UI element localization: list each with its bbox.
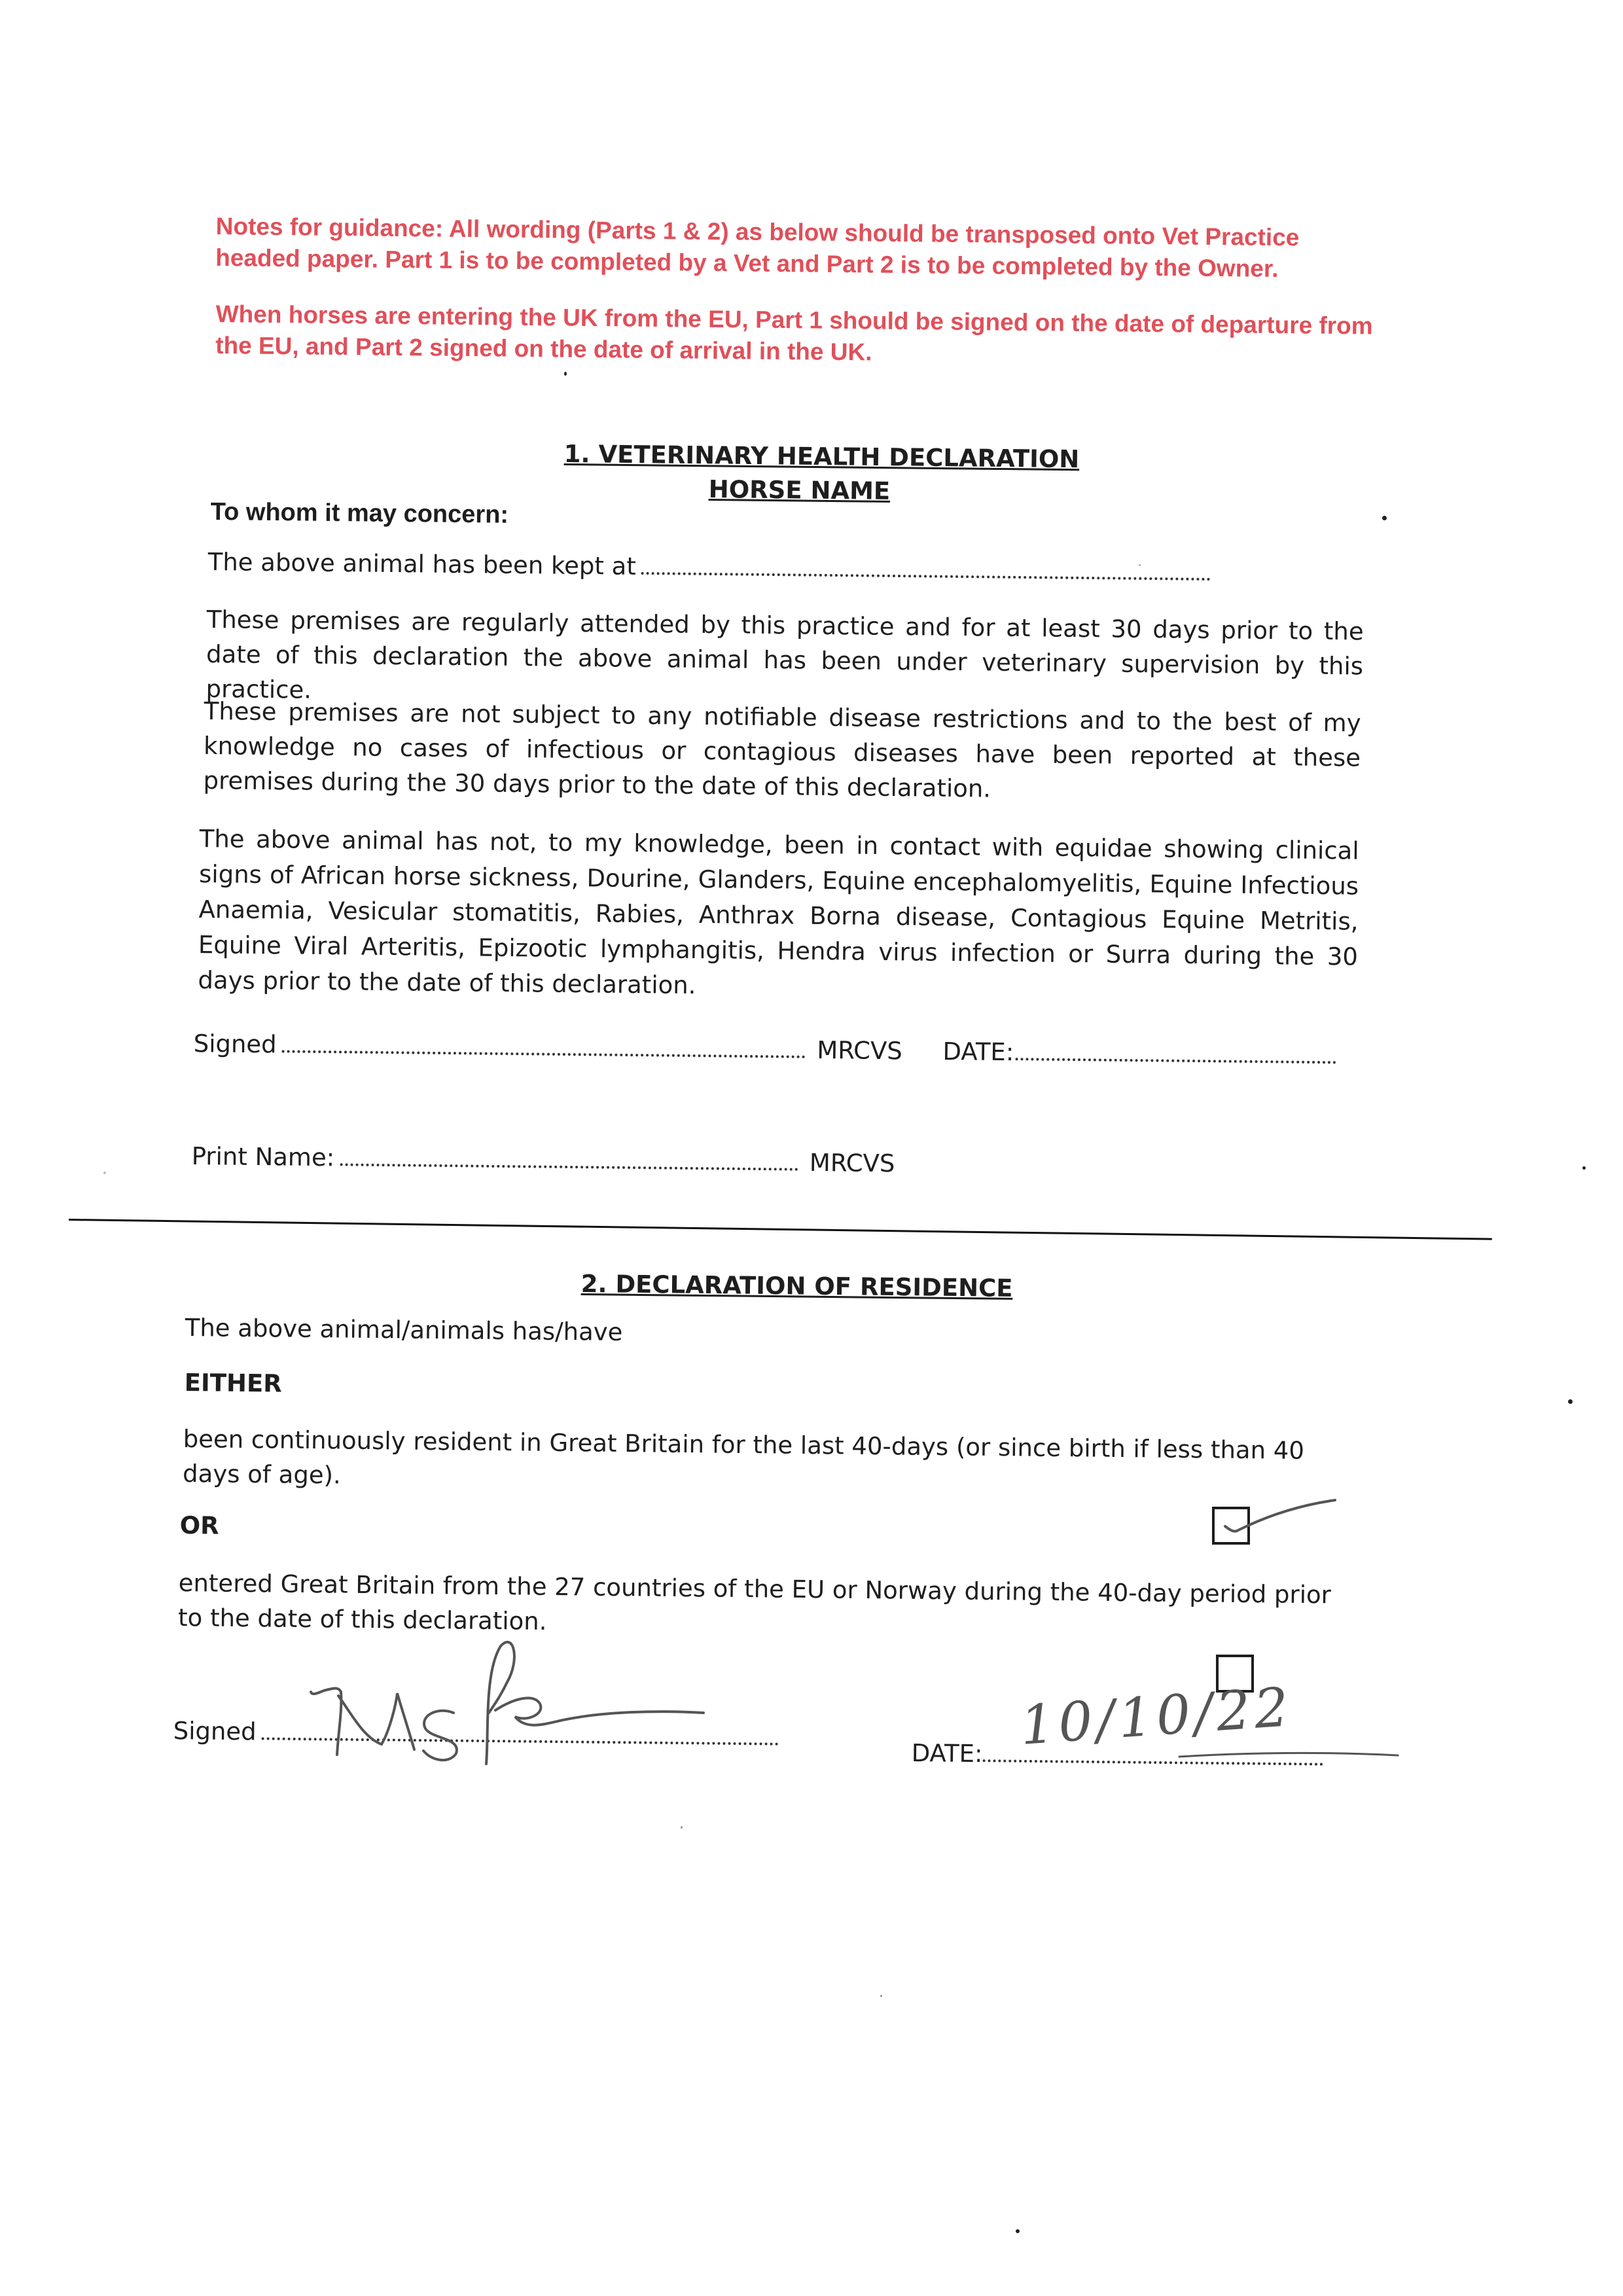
scan-speck: [1139, 564, 1141, 566]
part1-signed-label: Signed: [193, 1029, 277, 1059]
option2-text: entered Great Britain from the 27 countries of the EU or Norway during the 40-day period prior to the date of this declaration.: [177, 1568, 1332, 1636]
scan-speck: [681, 1826, 683, 1829]
part1-date-label: DATE:: [942, 1037, 1014, 1067]
print-name-mrcvs-label: MRCVS: [809, 1148, 895, 1178]
horse-name-heading: HORSE NAME: [708, 475, 891, 505]
section-divider: [69, 1219, 1492, 1240]
kept-at-label: The above animal has been kept at: [207, 547, 637, 581]
scan-speck: [1582, 1166, 1586, 1170]
guidance-note-2-text: When horses are entering the UK from the EU, Part 1 should be signed on the date of departure from the EU, and Part 2 signed on the date of arrival in the UK.: [215, 300, 1373, 366]
part2-intro: The above animal/animals has/have: [185, 1313, 623, 1347]
part2-date-line: [911, 1736, 1337, 1775]
part1-paragraph-2: These premises are not subject to any notifiable disease restrictions and to the best of my knowledge no cases of infectious or contagious diseases have been reported at these premises during the 30 days prior to the date of this declaration.: [203, 696, 1361, 803]
part2-heading: 2. DECLARATION OF RESIDENCE: [580, 1270, 1013, 1302]
part2-date-field[interactable]: [982, 1740, 1323, 1765]
part1-heading: 1. VETERINARY HEALTH DECLARATION: [563, 440, 1080, 474]
part1-paragraph-3: The above animal has not, to my knowledge, been in contact with equidae showing clinical signs of African horse sickness, Dourine, Glanders, Equine encephalomyelitis, Equine Infectious Anaemia, Vesicular stomatitis, Rabies, Anthrax Borna disease, Contagious Equine Metritis, Equine Viral Arteritis, Epizootic lymphangitis, Hendra virus infection or Surra during the 30 days prior to the date of this declaration.: [198, 824, 1359, 999]
kept-at-line: [207, 545, 1228, 590]
part1-signature-field[interactable]: [282, 1030, 806, 1058]
part2-signature-field[interactable]: [262, 1717, 779, 1745]
kept-at-field[interactable]: [641, 552, 1211, 581]
scan-speck: [1016, 2229, 1020, 2233]
part2-signed-label: Signed: [173, 1716, 257, 1746]
part1-paragraph-1: These premises are regularly attended by this practice and for at least 30 days prior to the date of this declaration the above animal has been under veterinary supervision by this practice.: [205, 605, 1364, 704]
or-label: OR: [179, 1511, 219, 1540]
print-name-label: Print Name:: [191, 1141, 335, 1172]
scan-speck: [1568, 1399, 1573, 1404]
part2-signed-line: [173, 1713, 828, 1755]
guidance-note-1-text: Notes for guidance: All wording (Parts 1 & 2) as below should be transposed onto Vet Practice headed paper. Part 1 is to be completed by a Vet and Part 2 is to be completed by the Owner.: [215, 212, 1300, 283]
option1-checkbox[interactable]: [1212, 1507, 1250, 1545]
either-label: EITHER: [184, 1368, 282, 1398]
scan-speck: [1382, 516, 1387, 520]
part2-date-label: DATE:: [911, 1738, 983, 1768]
print-name-field[interactable]: [340, 1143, 798, 1170]
part1-signed-line: [193, 1026, 1371, 1073]
scan-speck: [564, 372, 567, 376]
scan-speck: [103, 1172, 106, 1174]
part1-mrcvs-label: MRCVS: [817, 1035, 903, 1066]
handwritten-date: 10/10/22: [1018, 1676, 1294, 1757]
handwritten-signature-icon: [304, 1633, 710, 1777]
scan-speck: [880, 1995, 882, 1997]
part1-date-field[interactable]: [1015, 1038, 1336, 1064]
salutation: To whom it may concern:: [210, 497, 509, 529]
guidance-note-1: [215, 211, 1381, 286]
print-name-line: [191, 1139, 976, 1182]
guidance-note-2: [215, 298, 1381, 374]
option2-checkbox[interactable]: [1216, 1655, 1254, 1693]
option1-text: been continuously resident in Great Britain for the last 40-days (or since birth if less than 40 days of age).: [182, 1424, 1305, 1490]
